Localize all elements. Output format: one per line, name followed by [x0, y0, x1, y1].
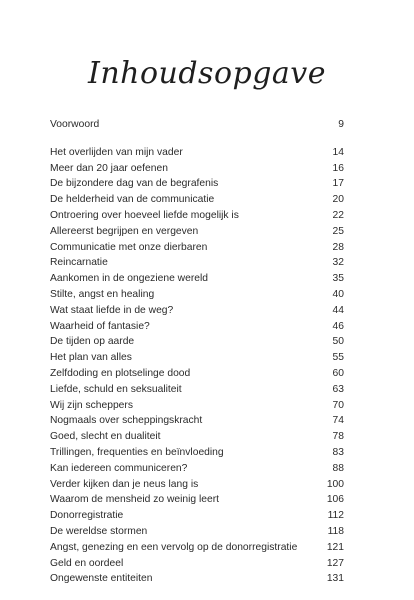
toc-entry-title: Wij zijn scheppers [50, 399, 133, 411]
toc-entry-title: De bijzondere dag van de begrafenis [50, 178, 219, 190]
toc-entry-page: 112 [327, 510, 344, 522]
page-title: Inhoudsopgave [87, 56, 327, 91]
toc-entry-title: Stilte, angst en healing [50, 288, 155, 300]
toc-entry [50, 508, 344, 524]
toc-entry-title: Geld en oordeel [50, 557, 124, 569]
toc-entry [50, 255, 344, 271]
toc-entry-title: Communicatie met onze dierbaren [50, 241, 208, 253]
toc-entry [50, 571, 344, 587]
toc-entry [50, 240, 344, 256]
toc-entry-title: Kan iedereen communiceren? [50, 462, 188, 474]
toc-entry-page: 28 [332, 241, 344, 253]
toc-entry-page: 16 [332, 162, 344, 174]
toc-entry-page: 50 [332, 336, 344, 348]
toc-entry-page: 78 [332, 431, 344, 443]
toc-entry-page: 83 [332, 446, 344, 458]
toc-entry-page: 46 [332, 320, 344, 332]
toc-entry [50, 319, 344, 335]
toc-entry [50, 492, 344, 508]
toc-entry [50, 398, 344, 414]
toc-entry [50, 287, 344, 303]
toc-entry-title: Waarom de mensheid zo weinig leert [50, 494, 220, 506]
toc-entry-title: Het plan van alles [50, 352, 132, 364]
toc-entry [50, 524, 344, 540]
toc-entry-title: Ongewenste entiteiten [50, 573, 153, 585]
toc-entry [50, 176, 344, 192]
toc-entry [50, 117, 344, 133]
toc-entry-page: 55 [332, 352, 344, 364]
toc-entry-title: Reincarnatie [50, 257, 108, 269]
toc-entry [50, 192, 344, 208]
toc-entry [50, 556, 344, 572]
toc-entry-title: Ontroering over hoeveel liefde mogelijk is [50, 209, 239, 221]
toc-entry [50, 224, 344, 240]
toc-entry-title: Wat staat liefde in de weg? [50, 304, 174, 316]
toc-entry-page: 22 [332, 209, 344, 221]
toc-entry-title: Allereerst begrijpen en vergeven [50, 225, 199, 237]
toc-entry-page: 88 [332, 462, 344, 474]
toc-entry-title: Nogmaals over scheppingskracht [50, 415, 203, 427]
toc-entry-page: 70 [332, 399, 344, 411]
toc-entry [50, 271, 344, 287]
toc-entry [50, 445, 344, 461]
toc-entry-title: De tijden op aarde [50, 336, 135, 348]
toc-entry-title: De wereldse stormen [50, 525, 148, 537]
toc-entry-title: Angst, genezing en een vervolg op de donorregistratie [50, 541, 298, 553]
toc-entry-title: Voorwoord [50, 119, 100, 130]
toc-entry-page: 14 [332, 146, 344, 158]
toc-entry-page: 127 [326, 557, 344, 569]
toc-entry-title: Meer dan 20 jaar oefenen [50, 162, 168, 174]
toc-entry-page: 106 [326, 494, 344, 506]
toc-entry-title: Donorregistratie [50, 510, 124, 522]
toc-entry-page: 20 [332, 194, 344, 206]
toc-entry-title: Goed, slecht en dualiteit [50, 431, 161, 443]
toc-entry-title: Trillingen, frequenties en beïnvloeding [50, 446, 224, 458]
toc-entry-page: 100 [326, 478, 344, 490]
toc-entry-page: 63 [332, 383, 344, 395]
toc-entry-title: Verder kijken dan je neus lang is [50, 478, 199, 490]
toc-entry [50, 461, 344, 477]
toc-entry [50, 540, 344, 556]
toc-entry-page: 44 [332, 304, 344, 316]
toc-entry-page: 35 [332, 273, 344, 285]
toc-entry-page: 118 [327, 525, 344, 537]
toc-entry [50, 350, 344, 366]
toc-entry [50, 145, 344, 161]
toc-entry [50, 161, 344, 177]
toc-entry-page: 60 [332, 367, 344, 379]
toc-entry-title: Liefde, schuld en seksualiteit [50, 383, 182, 395]
table-of-contents [50, 117, 344, 587]
toc-entry-title: De helderheid van de communicatie [50, 194, 215, 206]
toc-entry-page: 121 [326, 541, 344, 553]
toc-entry-page: 131 [326, 573, 344, 585]
toc-entry [50, 429, 344, 445]
toc-entry-page: 74 [332, 415, 344, 427]
toc-entry [50, 334, 344, 350]
toc-entry-title: Waarheid of fantasie? [50, 320, 150, 332]
toc-entry-page: 32 [332, 257, 344, 269]
toc-entry-title: Aankomen in de ongeziene wereld [50, 273, 208, 285]
toc-entry [50, 382, 344, 398]
toc-entry [50, 208, 344, 224]
toc-entry-title: Het overlijden van mijn vader [50, 146, 183, 158]
toc-entry [50, 413, 344, 429]
toc-entry-page: 40 [332, 288, 344, 300]
toc-entry [50, 477, 344, 493]
toc-entry [50, 303, 344, 319]
toc-entry-page: 25 [332, 225, 344, 237]
toc-entry-title: Zelfdoding en plotselinge dood [50, 367, 191, 379]
toc-entry [50, 366, 344, 382]
toc-entry-page: 9 [338, 119, 344, 130]
toc-entry-page: 17 [332, 178, 344, 190]
